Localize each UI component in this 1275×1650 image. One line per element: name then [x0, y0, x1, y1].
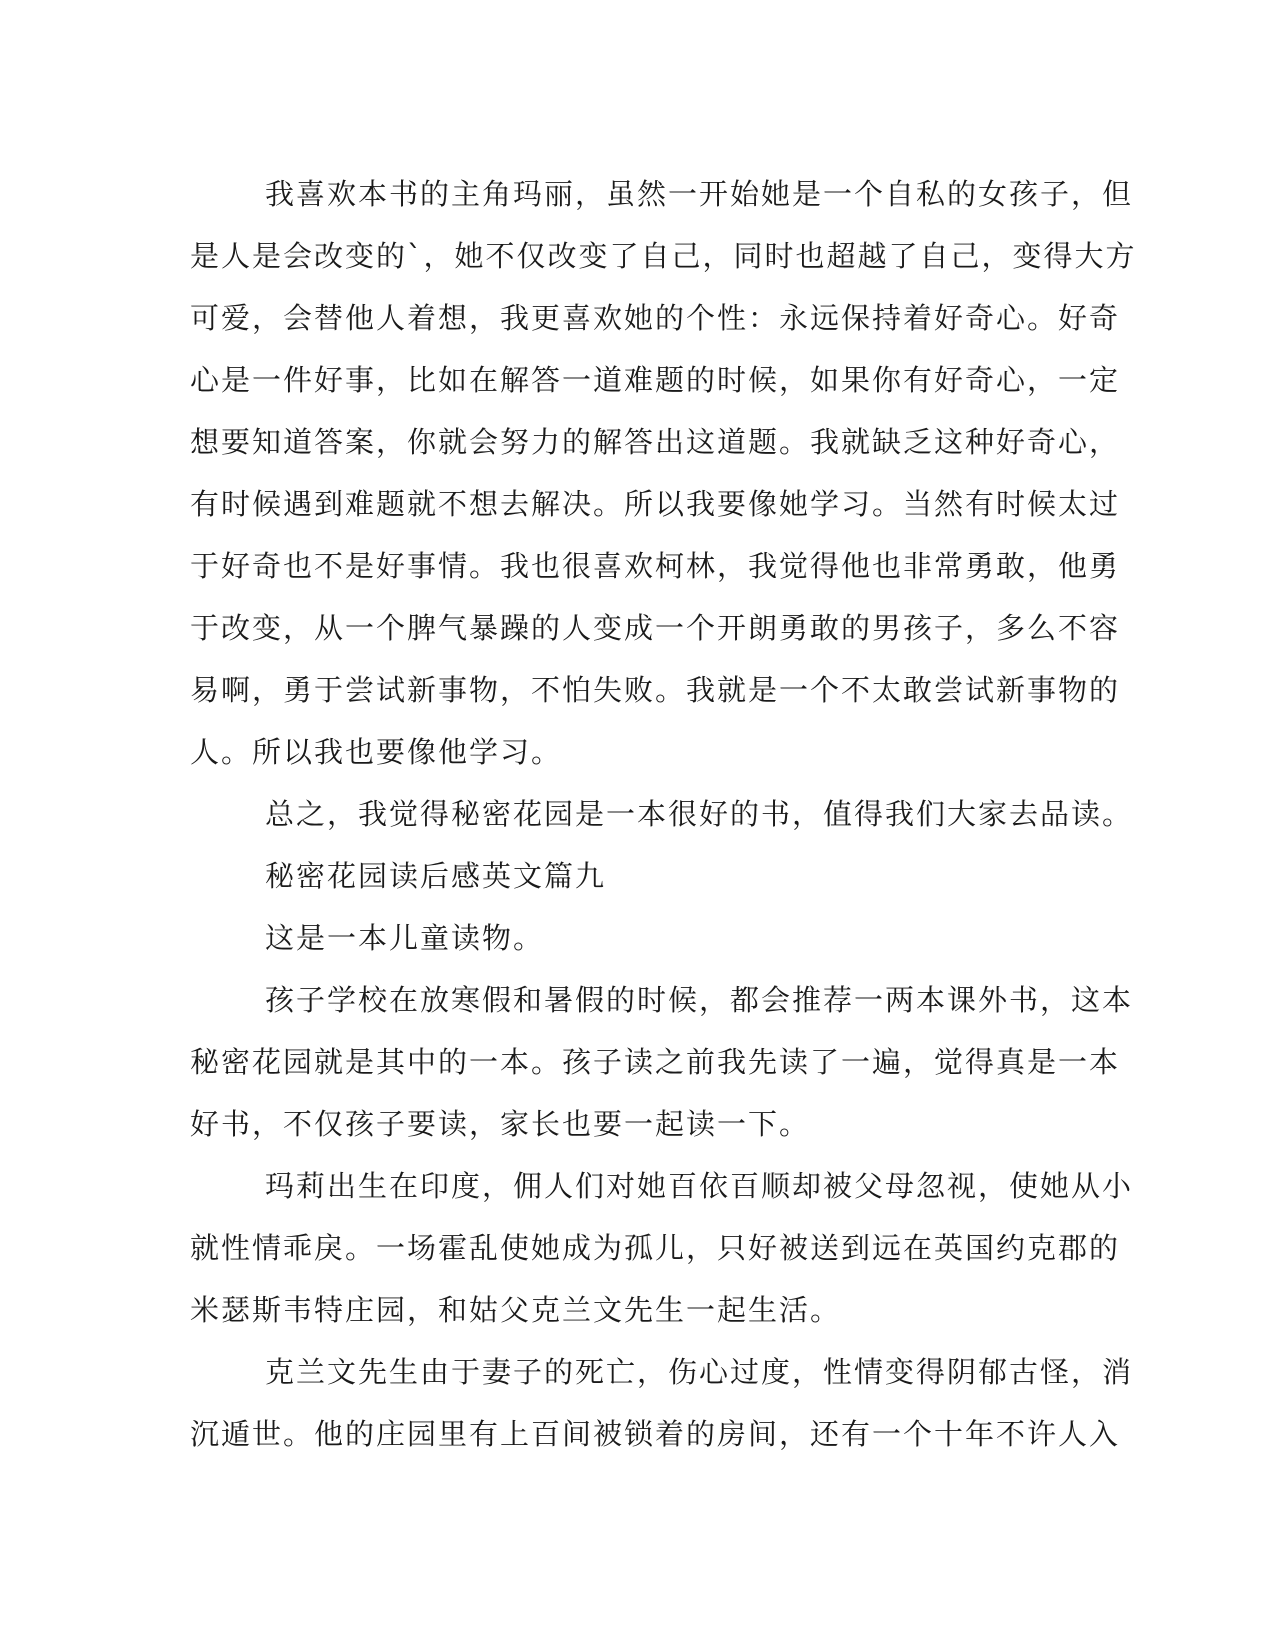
text-line: 于好奇也不是好事情。我也很喜欢柯林，我觉得他也非常勇敢，他勇	[190, 549, 1121, 583]
text-line: 于改变，从一个脾气暴躁的人变成一个开朗勇敢的男孩子，多么不容	[190, 611, 1121, 645]
text-line: 是人是会改变的`，她不仅改变了自己，同时也超越了自己，变得大方	[190, 239, 1137, 273]
section-heading: 秘密花园读后感英文篇九	[265, 859, 607, 893]
text-line: 秘密花园就是其中的一本。孩子读之前我先读了一遍，觉得真是一本	[190, 1045, 1121, 1079]
text-line: 沉遁世。他的庄园里有上百间被锁着的房间，还有一个十年不许人入	[190, 1417, 1121, 1451]
text-line: 好书，不仅孩子要读，家长也要一起读一下。	[190, 1107, 811, 1141]
text-line: 克兰文先生由于妻子的死亡，伤心过度，性情变得阴郁古怪，消	[265, 1355, 1134, 1389]
text-line: 想要知道答案，你就会努力的解答出这道题。我就缺乏这种好奇心，	[190, 425, 1121, 459]
text-line: 有时候遇到难题就不想去解决。所以我要像她学习。当然有时候太过	[190, 487, 1121, 521]
text-line: 心是一件好事，比如在解答一道难题的时候，如果你有好奇心，一定	[190, 363, 1121, 397]
text-line: 就性情乖戾。一场霍乱使她成为孤儿，只好被送到远在英国约克郡的	[190, 1231, 1121, 1265]
text-line: 米瑟斯韦特庄园，和姑父克兰文先生一起生活。	[190, 1293, 842, 1327]
text-line: 玛莉出生在印度，佣人们对她百依百顺却被父母忽视，使她从小	[265, 1169, 1134, 1203]
text-line: 总之，我觉得秘密花园是一本很好的书，值得我们大家去品读。	[265, 797, 1134, 831]
document-body	[190, 163, 1137, 1465]
text-line: 易啊，勇于尝试新事物，不怕失败。我就是一个不太敢尝试新事物的	[190, 673, 1121, 707]
text-line: 孩子学校在放寒假和暑假的时候，都会推荐一两本课外书，这本	[265, 983, 1134, 1017]
text-line: 这是一本儿童读物。	[265, 921, 545, 955]
text-line: 我喜欢本书的主角玛丽，虽然一开始她是一个自私的女孩子，但	[265, 177, 1134, 211]
text-line: 可爱，会替他人着想，我更喜欢她的个性：永远保持着好奇心。好奇	[190, 301, 1121, 335]
text-line: 人。所以我也要像他学习。	[190, 735, 563, 769]
